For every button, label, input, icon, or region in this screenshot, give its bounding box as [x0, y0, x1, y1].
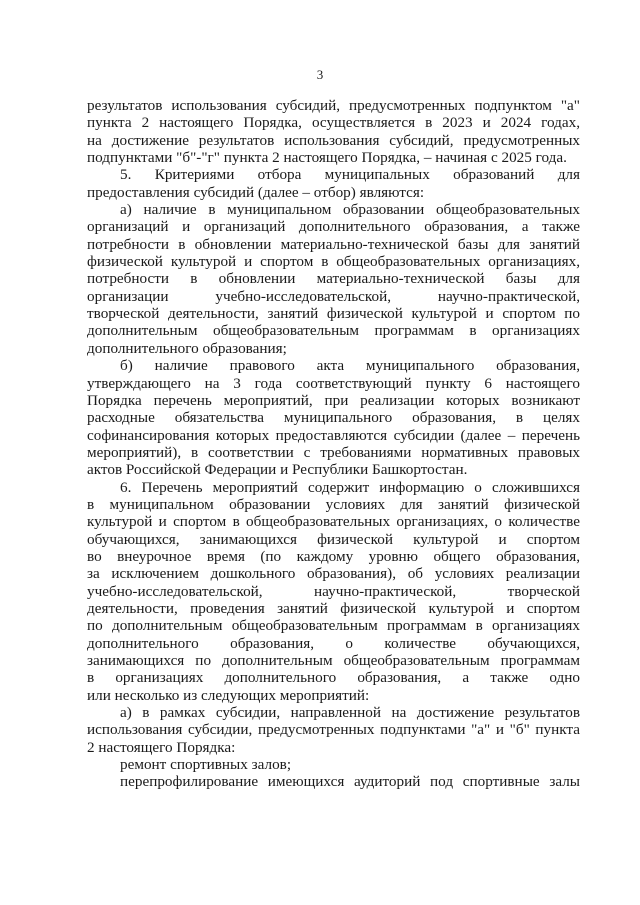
text-line: предоставления субсидий (далее – отбор) являются: — [87, 183, 425, 201]
text-line: б) наличие правового акта муниципального образования, — [120, 357, 580, 375]
text-line: а) в рамках субсидии, направленной на достижение результатов — [120, 704, 580, 722]
text-line: занимающихся по дополнительным общеобразовательным программам — [87, 652, 580, 669]
text-line: организации учебно-исследовательской, научно-практической, — [87, 287, 580, 305]
text-line: или несколько из следующих мероприятий: — [87, 686, 370, 704]
text-line: учебно-исследовательской, научно-практической, творческой — [87, 582, 580, 600]
text-line: потребности в обновлении материально-технической базы для — [87, 270, 580, 288]
text-line: софинансирования которых предоставляются субсидии (далее – перечень — [87, 426, 580, 444]
text-line: ремонт спортивных залов; — [120, 756, 292, 774]
text-line: дополнительного образования; — [87, 339, 287, 357]
text-line: на достижение результатов использования субсидий, предусмотренных — [87, 131, 580, 149]
text-line: утверждающего на 3 года соответствующий пункту 6 настоящего — [87, 374, 580, 392]
text-line: организаций и организаций дополнительного образования, а также — [87, 218, 580, 236]
text-line: а) наличие в муниципальном образовании общеобразовательных — [120, 201, 580, 219]
text-line: деятельности, проведения занятий физической культурой и спортом — [87, 599, 580, 617]
text-line: 6. Перечень мероприятий содержит информацию о сложившихся — [120, 478, 580, 496]
text-line: во внеурочное время (по каждому уровню общего образования, — [87, 547, 580, 565]
text-line: дополнительным общеобразовательным программам в организациях — [87, 322, 580, 340]
text-line: использования субсидии, предусмотренных подпунктами "а" и "б" пункта — [87, 721, 580, 739]
text-line: актов Российской Федерации и Республики Башкортостан. — [87, 461, 468, 479]
text-line: в муниципальном образовании условиях для занятий физической — [87, 495, 580, 513]
text-line: 2 настоящего Порядка: — [87, 738, 236, 756]
text-line: за исключением дошкольного образования), об условиях реализации — [87, 565, 580, 583]
text-line: Порядка перечень мероприятий, при реализации которых возникают — [87, 391, 580, 409]
text-line: результатов использования субсидий, предусмотренных подпунктом "а" — [87, 97, 580, 114]
text-line: обучающихся, занимающихся физической культурой и спортом — [87, 530, 580, 548]
text-line: по дополнительным общеобразовательным программам в организациях — [87, 617, 580, 635]
text-line: культурой и спортом в общеобразовательных организациях, о количестве — [87, 513, 580, 531]
text-line: физической культурой и спортом в общеобразовательных организациях, — [87, 253, 580, 271]
text-line: расходные обязательства муниципального образования, в целях — [87, 409, 580, 427]
text-line: в организациях дополнительного образования, а также одно — [87, 669, 580, 687]
page-number: 3 — [316, 67, 324, 82]
text-line: 5. Критериями отбора муниципальных образований для — [120, 166, 580, 184]
text-line: потребности в обновлении материально-технической базы для занятий — [87, 235, 580, 253]
text-line: пункта 2 настоящего Порядка, осуществляется в 2023 и 2024 годах, — [87, 114, 580, 132]
text-line: подпунктами "б"-"г" пункта 2 настоящего Порядка, – начиная с 2025 года. — [87, 149, 567, 167]
text-line: творческой деятельности, занятий физической культурой и спортом по — [87, 305, 580, 323]
document-body — [87, 97, 580, 791]
text-line: перепрофилирование имеющихся аудиторий под спортивные залы — [120, 773, 580, 791]
text-line: мероприятий), в соответствии с требованиями нормативных правовых — [87, 443, 580, 461]
text-line: дополнительного образования, о количестве обучающихся, — [87, 634, 580, 652]
